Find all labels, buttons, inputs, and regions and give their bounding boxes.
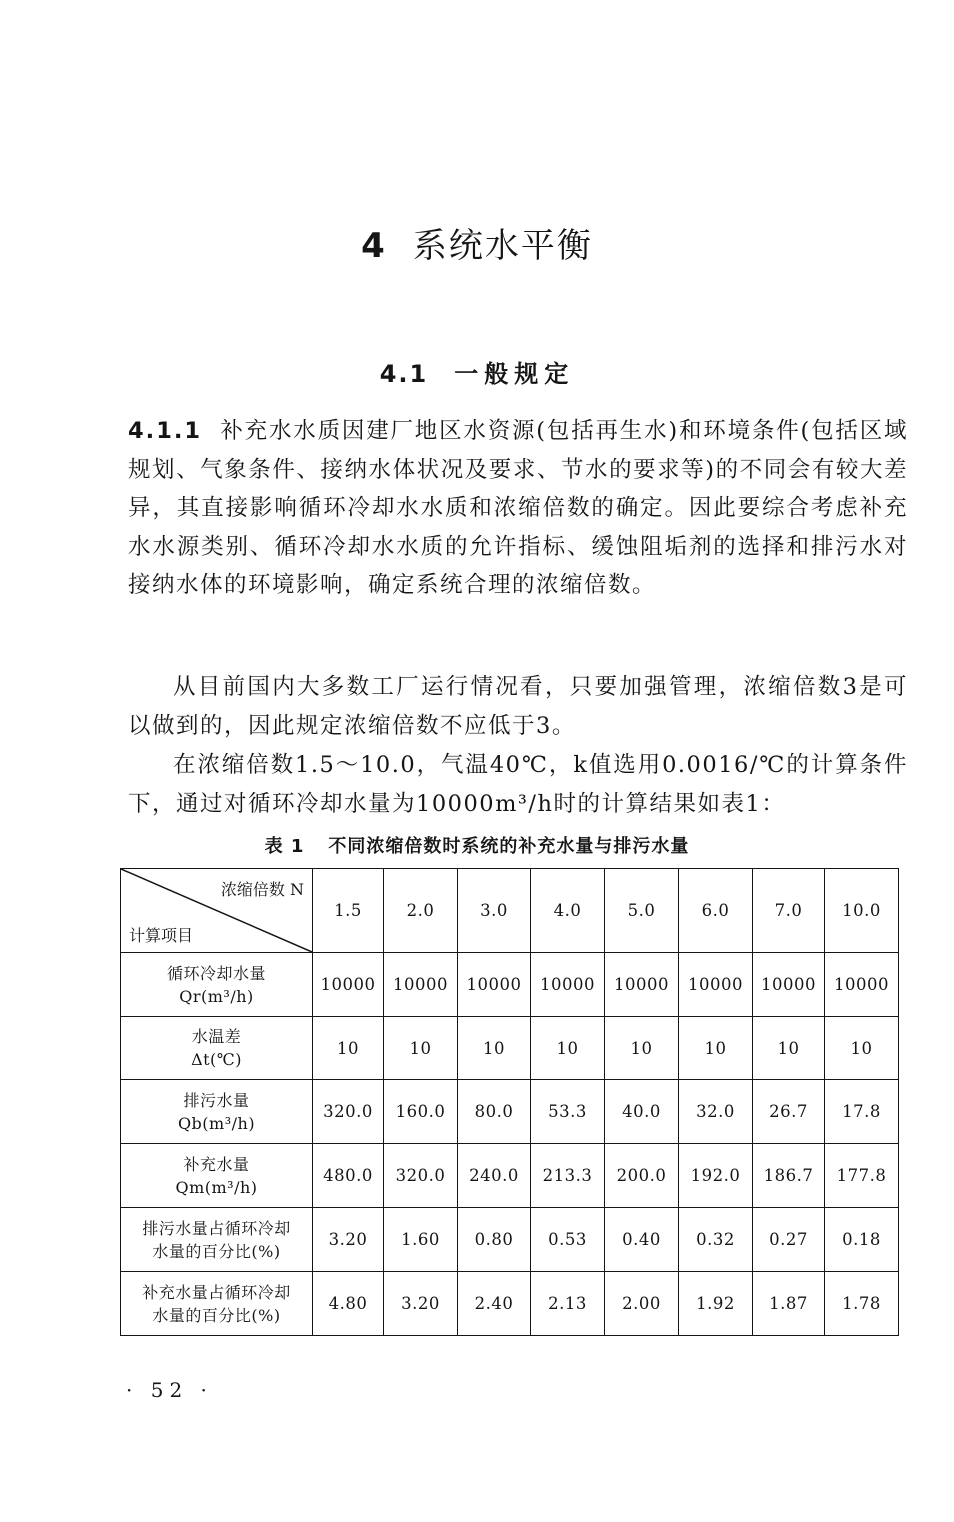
row-header-unit: Qb(m³/h) <box>177 1113 256 1133</box>
column-header: 10.0 <box>825 869 899 953</box>
row-header-unit: Qr(m³/h) <box>179 986 254 1006</box>
table-cell: 213.3 <box>531 1144 605 1208</box>
table-cell: 10 <box>531 1017 605 1080</box>
table-cell: 177.8 <box>825 1144 899 1208</box>
table-cell: 40.0 <box>605 1080 679 1144</box>
table-cell: 1.78 <box>825 1272 899 1336</box>
table-row <box>121 953 899 1017</box>
row-header-line: 水温差 <box>191 1027 242 1046</box>
chapter-title <box>0 218 954 267</box>
table-cell: 2.00 <box>605 1272 679 1336</box>
row-header-line: 排污水量占循环冷却 <box>142 1218 291 1238</box>
column-header: 4.0 <box>531 869 605 953</box>
chapter-number: 4 <box>361 226 387 266</box>
row-header-unit: Δt(℃) <box>191 1050 242 1069</box>
table-cell: 10 <box>825 1017 899 1080</box>
table-cell: 32.0 <box>679 1080 753 1144</box>
table-cell: 10000 <box>825 953 899 1017</box>
table-row <box>121 1208 899 1272</box>
paragraph-1: 从目前国内大多数工厂运行情况看，只要加强管理，浓缩倍数3是可以做到的，因此规定浓缩倍数不应低于3。 <box>128 674 908 739</box>
data-table <box>120 868 899 1336</box>
table-cell: 2.13 <box>531 1272 605 1336</box>
table-cell: 1.92 <box>679 1272 753 1336</box>
clause-number: 4.1.1 <box>128 418 203 444</box>
table-cell: 10000 <box>531 953 605 1017</box>
row-header <box>121 1144 313 1208</box>
row-header-line: 排污水量 <box>183 1090 250 1110</box>
column-header: 5.0 <box>605 869 679 953</box>
table-cell: 10 <box>313 1017 384 1080</box>
table-cell: 0.40 <box>605 1208 679 1272</box>
table-row <box>121 1017 899 1080</box>
table-row <box>121 1144 899 1208</box>
table-cell: 10000 <box>384 953 458 1017</box>
table-cell: 10 <box>753 1017 825 1080</box>
table-cell: 10000 <box>753 953 825 1017</box>
table-cell: 0.32 <box>679 1208 753 1272</box>
table-cell: 10 <box>458 1017 531 1080</box>
table-cell: 2.40 <box>458 1272 531 1336</box>
row-header-line: 补充水量占循环冷却 <box>142 1282 291 1302</box>
paragraph-2: 在浓缩倍数1.5～10.0，气温40℃，k值选用0.0016/℃的计算条件下，通过对循环冷却水量为10000m³/h时的计算结果如表1： <box>128 752 908 817</box>
table-cell: 0.27 <box>753 1208 825 1272</box>
row-header-line: 补充水量 <box>183 1154 250 1174</box>
table-cell: 3.20 <box>313 1208 384 1272</box>
table-cell: 17.8 <box>825 1080 899 1144</box>
table-row <box>121 1080 899 1144</box>
table-label: 表 1 <box>264 836 305 857</box>
section-title-text: 一般规定 <box>454 359 575 388</box>
table-caption-text: 不同浓缩倍数时系统的补充水量与排污水量 <box>328 836 690 857</box>
table-cell: 10000 <box>458 953 531 1017</box>
page-number: · 52 · <box>126 1378 213 1402</box>
table-cell: 192.0 <box>679 1144 753 1208</box>
table-cell: 26.7 <box>753 1080 825 1144</box>
row-header <box>121 1080 313 1144</box>
table-cell: 10000 <box>605 953 679 1017</box>
row-header-line: 循环冷却水量 <box>166 963 266 983</box>
row-header <box>121 953 313 1017</box>
clause-text: 补充水水质因建厂地区水资源(包括再生水)和环境条件(包括区域规划、气象条件、接纳水体状况及要求、节水的要求等)的不同会有较大差异，其直接影响循环冷却水水质和浓缩倍数的确定。因此要综合考虑补充水水源类别、循环冷却水水质的允许指标、缓蚀阻垢剂的选择和排污水对接纳水体的环境影响，确定系统合理的浓缩倍数。 <box>128 418 908 598</box>
table-cell: 480.0 <box>313 1144 384 1208</box>
table-cell: 1.87 <box>753 1272 825 1336</box>
column-header: 1.5 <box>313 869 384 953</box>
table-cell: 0.53 <box>531 1208 605 1272</box>
table-cell: 240.0 <box>458 1144 531 1208</box>
table-cell: 0.80 <box>458 1208 531 1272</box>
corner-bottom-label: 计算项目 <box>129 926 194 945</box>
table-cell: 10000 <box>679 953 753 1017</box>
table-cell: 1.60 <box>384 1208 458 1272</box>
row-header-unit: Qm(m³/h) <box>175 1177 258 1197</box>
table-cell: 53.3 <box>531 1080 605 1144</box>
table-cell: 320.0 <box>384 1144 458 1208</box>
section-title <box>0 354 954 389</box>
table-cell: 186.7 <box>753 1144 825 1208</box>
table-header-row <box>121 869 899 953</box>
row-header <box>121 1272 313 1336</box>
chapter-title-text: 系统水平衡 <box>412 226 593 266</box>
column-header: 2.0 <box>384 869 458 953</box>
section-number: 4.1 <box>379 360 429 388</box>
table-cell: 3.20 <box>384 1272 458 1336</box>
table-caption <box>0 832 954 858</box>
table-cell: 10 <box>605 1017 679 1080</box>
table-cell: 200.0 <box>605 1144 679 1208</box>
column-header: 3.0 <box>458 869 531 953</box>
table-cell: 10 <box>384 1017 458 1080</box>
row-header-unit: 水量的百分比(%) <box>152 1241 281 1261</box>
table-cell: 10 <box>679 1017 753 1080</box>
table-cell: 80.0 <box>458 1080 531 1144</box>
row-header <box>121 1208 313 1272</box>
row-header <box>121 1017 313 1080</box>
table-cell: 320.0 <box>313 1080 384 1144</box>
table-corner-cell <box>121 869 313 953</box>
table-cell: 10000 <box>313 953 384 1017</box>
clause-paragraph <box>128 412 908 605</box>
table-row <box>121 1272 899 1336</box>
table-cell: 0.18 <box>825 1208 899 1272</box>
row-header-unit: 水量的百分比(%) <box>152 1305 281 1325</box>
column-header: 7.0 <box>753 869 825 953</box>
table-cell: 4.80 <box>313 1272 384 1336</box>
table-cell: 160.0 <box>384 1080 458 1144</box>
corner-top-label: 浓缩倍数 N <box>220 880 304 899</box>
column-header: 6.0 <box>679 869 753 953</box>
